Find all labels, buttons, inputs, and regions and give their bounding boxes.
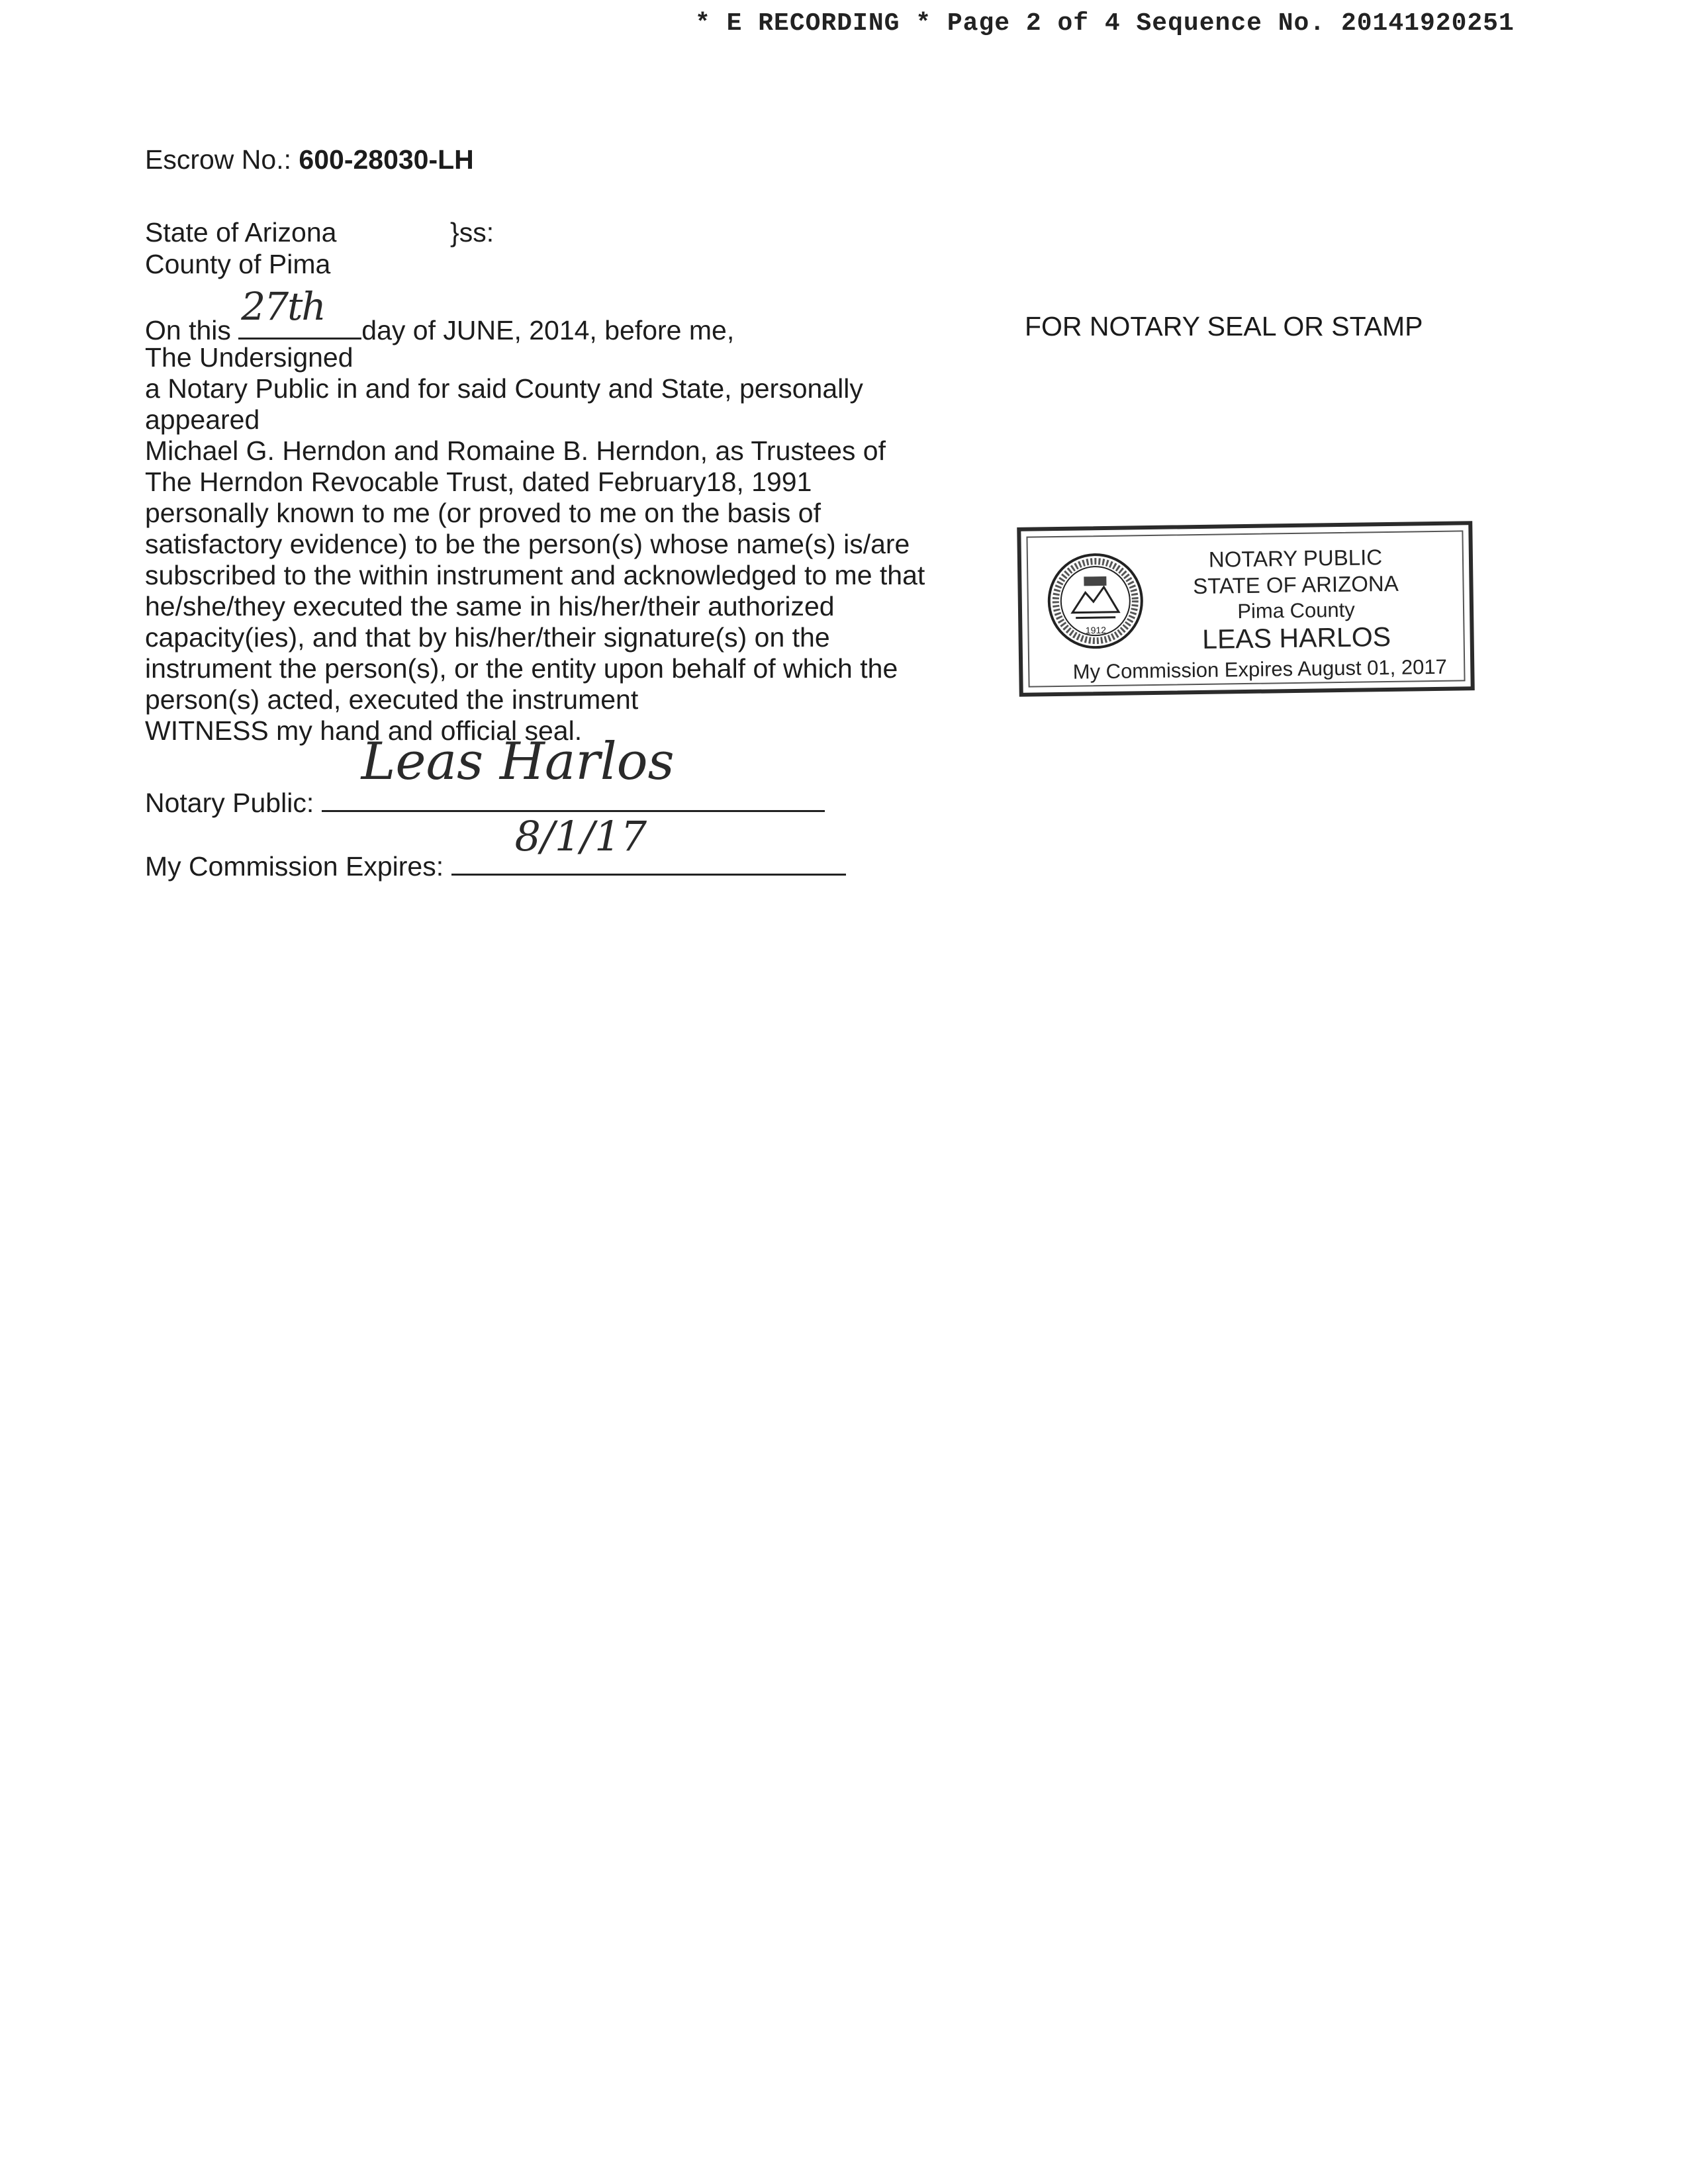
escrow-number: 600-28030-LH: [299, 144, 474, 175]
ack-line: The Herndon Revocable Trust, dated February18, 1991: [145, 467, 812, 497]
venue-ss: }ss:: [450, 217, 494, 248]
notary-signature-line: [145, 732, 825, 819]
escrow-line: [145, 144, 474, 175]
notary-signature: Leas Harlos: [361, 732, 675, 792]
ack-line: he/she/they executed the same in his/her/their authorized: [145, 591, 835, 621]
commission-blank: [451, 812, 846, 876]
ack-line: person(s) acted, executed the instrument: [145, 684, 639, 715]
notary-signature-blank: [322, 732, 825, 812]
recording-header: * E RECORDING * Page 2 of 4 Sequence No. 20141920251: [695, 9, 1515, 38]
ack-line: personally known to me (or proved to me on the basis of: [145, 498, 821, 528]
stamp-commission-expiry: My Commission Expires August 01, 2017: [1072, 655, 1448, 684]
date-line: [145, 284, 735, 346]
notary-stamp: [1017, 521, 1475, 697]
commission-line: [145, 812, 846, 882]
arizona-seal-icon: [1045, 551, 1146, 651]
venue-state: State of Arizona: [145, 217, 337, 248]
ack-line: subscribed to the within instrument and acknowledged to me that: [145, 560, 925, 590]
seal-area-heading: FOR NOTARY SEAL OR STAMP: [1025, 311, 1423, 341]
stamp-county: Pima County: [1237, 598, 1356, 623]
ack-line: Michael G. Herndon and Romaine B. Herndon, as Trustees of: [145, 435, 886, 466]
venue-county: County of Pima: [145, 249, 331, 279]
notary-label: Notary Public:: [145, 788, 314, 818]
day-of-text: day of JUNE, 2014, before me,: [361, 315, 735, 345]
stamp-state: STATE OF ARIZONA: [1193, 570, 1399, 599]
escrow-label: Escrow No.:: [145, 144, 291, 175]
stamp-inner-border: [1026, 530, 1465, 687]
commission-label: My Commission Expires:: [145, 851, 444, 882]
ack-line: instrument the person(s), or the entity upon behalf of which the: [145, 653, 898, 684]
ack-line: WITNESS my hand and official seal.: [145, 715, 583, 746]
undersigned-line: The Undersigned: [145, 342, 353, 373]
commission-date-handwritten: 8/1/17: [514, 812, 647, 860]
day-handwritten: 27th: [241, 284, 325, 329]
stamp-title: NOTARY PUBLIC: [1208, 545, 1383, 572]
day-blank: [238, 284, 361, 340]
stamp-notary-name: LEAS HARLOS: [1201, 621, 1391, 655]
ack-line: capacity(ies), and that by his/her/their signature(s) on the: [145, 622, 830, 653]
seal-year: 1912: [1085, 624, 1107, 636]
ack-line: a Notary Public in and for said County and State, personally: [145, 373, 863, 404]
on-this-label: On this: [145, 315, 231, 345]
ack-line: appeared: [145, 404, 260, 435]
ack-line: satisfactory evidence) to be the person(s) whose name(s) is/are: [145, 529, 910, 559]
